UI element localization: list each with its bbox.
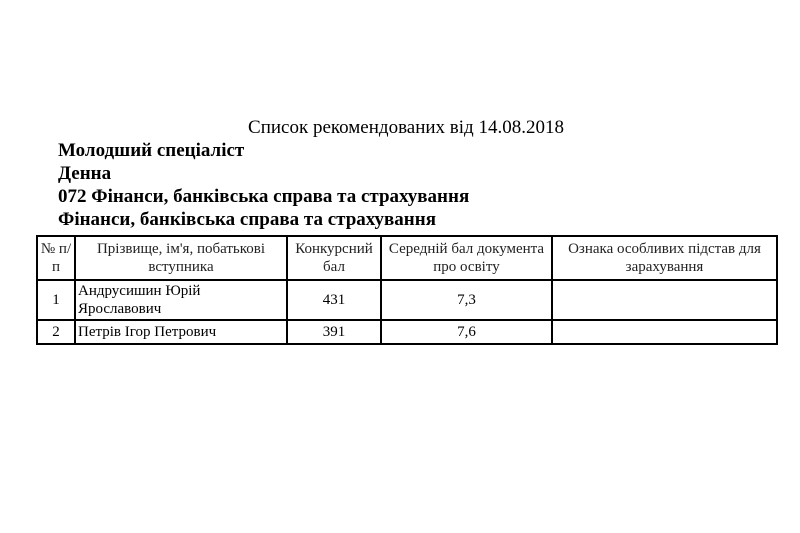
competitive-score: 431 (287, 280, 381, 320)
table-row (37, 280, 777, 320)
degree-heading: Молодший спеціаліст (58, 140, 245, 161)
row-number: 2 (37, 320, 75, 344)
header-number: № п/п (37, 236, 75, 280)
special-grounds (552, 320, 777, 344)
specialty-heading: 072 Фінанси, банківська справа та страхування (58, 186, 470, 207)
table-row (37, 320, 777, 344)
study-form-heading: Денна (58, 163, 112, 184)
program-heading: Фінанси, банківська справа та страхування (58, 209, 436, 230)
applicant-name: Андрусишин Юрій Ярославович (75, 280, 287, 320)
row-number: 1 (37, 280, 75, 320)
competitive-score: 391 (287, 320, 381, 344)
document-title: Список рекомендованих від 14.08.2018 (248, 117, 564, 138)
applicants-table (36, 235, 778, 345)
table-header-row (37, 236, 777, 280)
header-name: Прізвище, ім'я, побатькові вступника (75, 236, 287, 280)
header-competitive-score: Конкурсний бал (287, 236, 381, 280)
header-average-score: Середній бал документа про освіту (381, 236, 552, 280)
special-grounds (552, 280, 777, 320)
average-score: 7,3 (381, 280, 552, 320)
applicant-name: Петрів Ігор Петрович (75, 320, 287, 344)
average-score: 7,6 (381, 320, 552, 344)
header-special-grounds: Ознака особливих підстав для зарахування (552, 236, 777, 280)
